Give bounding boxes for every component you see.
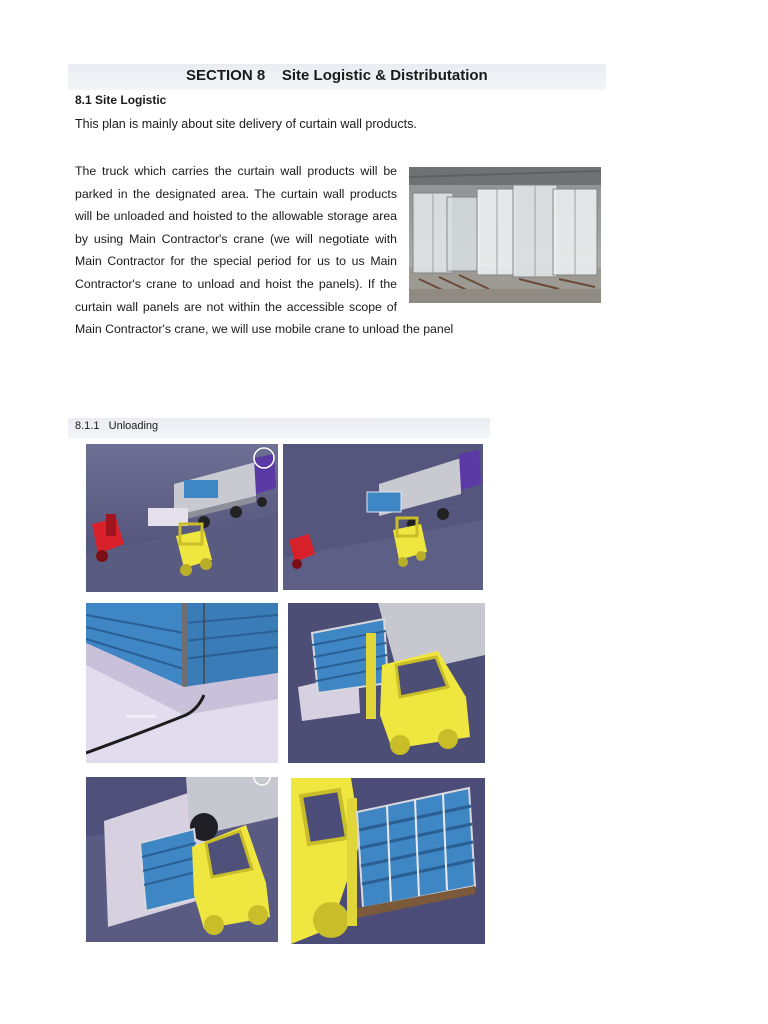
body-paragraph-text: The truck which carries the curtain wall products will be parked in the designated area. The curtain wall products will be unloaded and hoisted to the allowable storage area by using Main Contractor's crane (we will negotiate with Main Contractor for the special period for us to us Main Contractor's crane to unload and hoist the panels). If the curtain wall panels are not within the accessible scope of Main Contractor's crane, we will use mobile crane to unload the panel: [75, 164, 454, 337]
section-title: SECTION 8 Site Logistic & Distributation: [186, 67, 488, 84]
unloading-heading: 8.1.1 Unloading: [75, 420, 159, 432]
intro-text: This plan is mainly about site delivery of curtain wall products.: [75, 117, 417, 131]
unloading-figure-6: [291, 778, 485, 944]
unloading-figure-3: [86, 603, 278, 763]
unloading-figure-4: [288, 603, 485, 763]
site-logistic-heading: 8.1 Site Logistic: [75, 93, 167, 107]
unloading-figure-5: [86, 777, 278, 942]
storage-photo: [409, 167, 601, 303]
unloading-figure-2: [283, 444, 483, 590]
body-paragraph: [75, 160, 601, 341]
unloading-figure-1: [86, 444, 278, 592]
